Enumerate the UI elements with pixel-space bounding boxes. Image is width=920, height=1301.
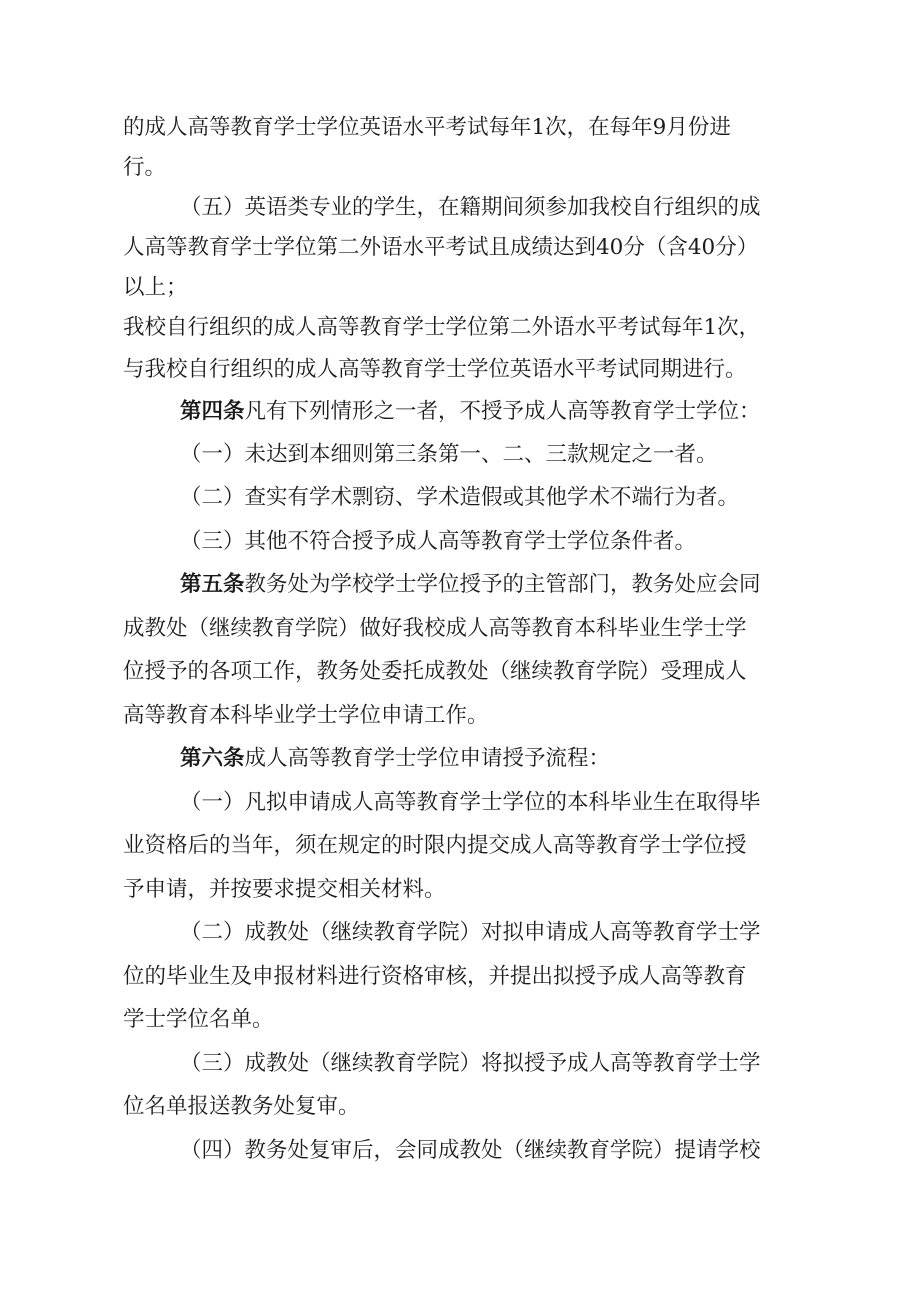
text-line: （一）未达到本细则第三条第一、二、三款规定之一者。 — [180, 442, 718, 467]
article-4-heading: 第四条 — [180, 399, 245, 424]
text-line: （四）教务处复审后，会同成教处（继续教育学院）提请学校 — [180, 1138, 761, 1163]
text-line: 与我校自行组织的成人高等教育学士学位英语水平考试同期进行。 — [123, 357, 747, 382]
article-6-heading: 第六条 — [180, 746, 245, 771]
text-line: 位名单报送教务处复审。 — [123, 1094, 360, 1119]
text-line: （二）成教处（继续教育学院）对拟申请成人高等教育学士学 — [180, 920, 761, 945]
text-line: 高等教育本科毕业学士学位申请工作。 — [123, 703, 489, 728]
text-line: （五）英语类专业的学生，在籍期间须参加我校自行组织的成 — [180, 195, 761, 220]
text-line: 我校自行组织的成人高等教育学士学位第二外语水平考试每年1次， — [123, 315, 761, 340]
article-5-line — [180, 570, 761, 600]
text-line: 成教处（继续教育学院）做好我校成人高等教育本科毕业生学士学 — [123, 616, 747, 641]
text-line: 以上； — [123, 275, 188, 300]
text-line: 行。 — [123, 155, 167, 180]
text-line: （三）其他不符合授予成人高等教育学士学位条件者。 — [180, 529, 697, 554]
article-4-line — [180, 397, 761, 427]
text-line: （一）凡拟申请成人高等教育学士学位的本科毕业生在取得毕 — [180, 790, 761, 815]
article-6-text: 成人高等教育学士学位申请授予流程： — [244, 746, 611, 771]
text-line: 位的毕业生及申报材料进行资格审核，并提出拟授予成人高等教育 — [123, 964, 747, 989]
text-line: 予申请，并按要求提交相关材料。 — [123, 877, 446, 902]
text-line: （三）成教处（继续教育学院）将拟授予成人高等教育学士学 — [180, 1051, 761, 1076]
text-line: 业资格后的当年，须在规定的时限内提交成人高等教育学士学位授 — [123, 833, 747, 858]
text-line: 的成人高等教育学士学位英语水平考试每年1次，在每年9月份进 — [123, 115, 731, 140]
text-line: 学士学位名单。 — [123, 1007, 274, 1032]
article-5-text: 教务处为学校学士学位授予的主管部门，教务处应会同 — [244, 572, 761, 597]
text-line: 人高等教育学士学位第二外语水平考试且成绩达到40分（含40分） — [123, 235, 759, 260]
article-6-line — [180, 744, 610, 774]
article-4-text: 凡有下列情形之一者，不授予成人高等教育学士学位： — [244, 399, 761, 424]
article-5-heading: 第五条 — [180, 572, 245, 597]
text-line: 位授予的各项工作，教务处委托成教处（继续教育学院）受理成人 — [123, 659, 747, 684]
text-line: （二）查实有学术剽窃、学术造假或其他学术不端行为者。 — [180, 485, 740, 510]
